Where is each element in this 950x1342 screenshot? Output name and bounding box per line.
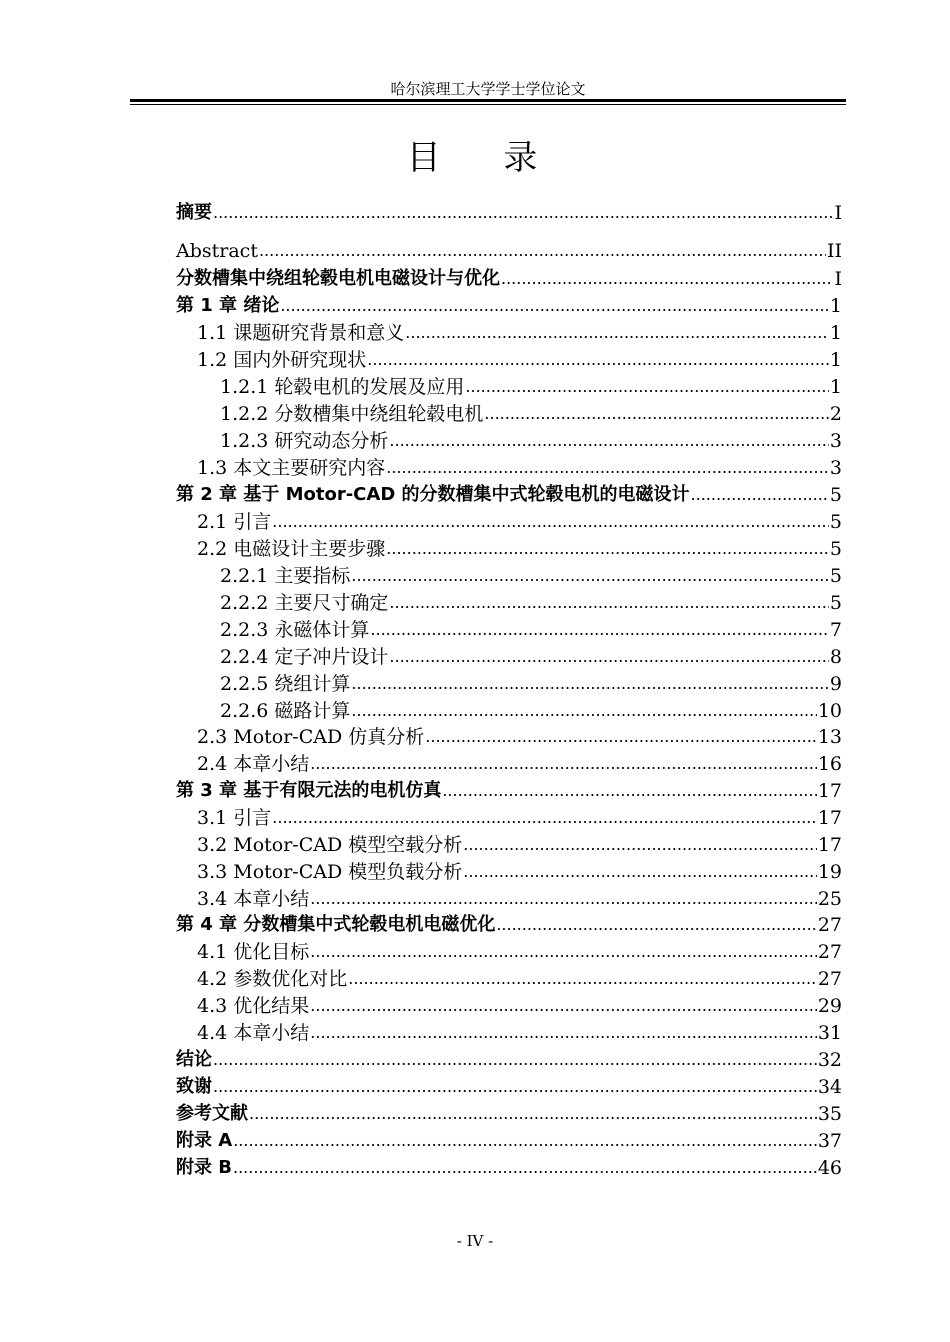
toc-entry-page: 3 <box>829 430 842 452</box>
toc-entry-page: 34 <box>817 1076 842 1098</box>
toc-entry <box>220 426 842 452</box>
toc-entry <box>197 803 842 829</box>
toc-entry <box>197 345 842 371</box>
toc-entry <box>220 642 842 668</box>
toc-entry <box>220 669 842 695</box>
toc-entry-page: 1 <box>829 376 842 398</box>
toc-entry-label: 3.1 引言 <box>197 807 272 829</box>
toc-entry-label: 附录 A <box>176 1130 233 1151</box>
toc-entry-label: 1.2 国内外研究现状 <box>197 349 367 371</box>
toc-dot-leader <box>496 914 816 936</box>
toc-entry <box>197 1018 842 1044</box>
toc-dot-leader <box>484 403 829 425</box>
toc-entry-label: 1.2.1 轮毂电机的发展及应用 <box>220 376 465 398</box>
toc-dot-leader <box>351 565 829 587</box>
toc-dot-leader <box>389 592 829 614</box>
toc-dot-leader <box>272 807 817 829</box>
toc-entry-label: 4.4 本章小结 <box>197 1022 310 1044</box>
toc-entry <box>197 884 842 910</box>
toc-entry-page: 29 <box>817 995 842 1017</box>
toc-entry-label: 1.2.2 分数槽集中绕组轮毂电机 <box>220 403 484 425</box>
toc-entry <box>197 749 842 775</box>
toc-entry-label: 2.2 电磁设计主要步骤 <box>197 538 386 560</box>
toc-entry-label: 分数槽集中绕组轮毂电机电磁设计与优化 <box>176 268 500 289</box>
toc-entry-label: 2.2.3 永磁体计算 <box>220 619 370 641</box>
toc-entry-label: 2.2.2 主要尺寸确定 <box>220 592 389 614</box>
toc-dot-leader <box>463 834 817 856</box>
toc-dot-leader <box>405 322 829 344</box>
toc-dot-leader <box>351 700 816 722</box>
toc-entry-page: 1 <box>829 295 842 317</box>
toc-entry <box>220 561 842 587</box>
toc-entry <box>220 372 842 398</box>
toc-entry-page: 13 <box>817 726 842 748</box>
toc-entry-page: 1 <box>829 322 842 344</box>
toc-entry <box>197 507 842 533</box>
toc-entry-label: 1.2.3 研究动态分析 <box>220 430 389 452</box>
toc-dot-leader <box>501 268 833 290</box>
toc-entry-label: 2.2.4 定子冲片设计 <box>220 646 389 668</box>
toc-entry-page: 17 <box>817 807 842 829</box>
toc-dot-leader <box>213 1076 817 1098</box>
toc-dot-leader <box>249 1103 817 1125</box>
toc-dot-leader <box>310 753 817 775</box>
toc-entry-page: 5 <box>829 511 842 533</box>
toc-dot-leader <box>425 726 817 748</box>
toc-entry-page: 37 <box>817 1130 842 1152</box>
toc-entry-page: 16 <box>817 753 842 775</box>
toc-entry-page: 17 <box>817 834 842 856</box>
toc-entry <box>197 318 842 344</box>
toc-dot-leader <box>370 619 829 641</box>
toc-dot-leader <box>463 861 817 883</box>
toc-dot-leader <box>310 1022 817 1044</box>
toc-entry-page: 17 <box>817 780 842 802</box>
toc-entry <box>176 264 842 290</box>
toc-dot-leader <box>348 968 817 990</box>
toc-dot-leader <box>386 457 829 479</box>
toc-entry <box>176 1153 842 1179</box>
toc-entry <box>197 937 842 963</box>
toc-dot-leader <box>259 240 826 262</box>
toc-entry-label: 2.2.5 绕组计算 <box>220 673 351 695</box>
page-title: 目 录 <box>406 138 564 178</box>
toc-entry-page: II <box>826 240 842 262</box>
toc-entry-label: 2.3 Motor-CAD 仿真分析 <box>197 726 425 748</box>
toc-dot-leader <box>310 941 817 963</box>
toc-entry <box>197 991 842 1017</box>
toc-dot-leader <box>442 780 816 802</box>
toc-entry-page: 5 <box>829 484 842 506</box>
toc-dot-leader <box>310 888 817 910</box>
toc-entry-label: 4.2 参数优化对比 <box>197 968 348 990</box>
toc-entry-label: 结论 <box>176 1049 212 1070</box>
toc-entry-page: 32 <box>817 1049 842 1071</box>
toc-dot-leader <box>465 376 829 398</box>
toc-entry-label: 参考文献 <box>176 1103 248 1124</box>
toc-entry-label: 第 4 章 分数槽集中式轮毂电机电磁优化 <box>176 914 496 935</box>
toc-entry <box>176 1072 842 1098</box>
toc-entry-label: 3.2 Motor-CAD 模型空载分析 <box>197 834 463 856</box>
toc-entry-label: 3.3 Motor-CAD 模型负载分析 <box>197 861 463 883</box>
toc-dot-leader <box>691 484 829 506</box>
toc-dot-leader <box>233 1130 817 1152</box>
toc-entry-page: 27 <box>817 914 842 936</box>
toc-entry-page: 2 <box>829 403 842 425</box>
toc-entry <box>220 696 842 722</box>
toc-entry-label: 摘要 <box>176 202 212 223</box>
toc-dot-leader <box>233 1157 817 1179</box>
toc-entry <box>197 453 842 479</box>
toc-entry-label: 第 3 章 基于有限元法的电机仿真 <box>176 780 442 801</box>
toc-entry <box>197 534 842 560</box>
toc-entry <box>176 776 842 802</box>
toc-entry <box>220 399 842 425</box>
toc-entry <box>197 830 842 856</box>
toc-entry-page: 27 <box>817 941 842 963</box>
toc-dot-leader <box>389 430 829 452</box>
toc-entry-page: 46 <box>817 1157 842 1179</box>
toc-entry-label: 3.4 本章小结 <box>197 888 310 910</box>
running-header: 哈尔滨理工大学学士学位论文 <box>390 80 586 98</box>
toc-dot-leader <box>386 538 829 560</box>
toc-entry-page: 25 <box>817 888 842 910</box>
toc-entry-page: 1 <box>829 349 842 371</box>
toc-entry-label: 致谢 <box>176 1076 212 1097</box>
toc-entry <box>220 588 842 614</box>
toc-entry-label: 第 2 章 基于 Motor-CAD 的分数槽集中式轮毂电机的电磁设计 <box>176 484 690 505</box>
toc-entry-page: 5 <box>829 592 842 614</box>
toc-entry-page: 5 <box>829 538 842 560</box>
toc-entry-page: 8 <box>829 646 842 668</box>
toc-dot-leader <box>213 202 833 224</box>
toc-entry-label: 2.2.1 主要指标 <box>220 565 351 587</box>
toc-entry <box>197 722 842 748</box>
toc-entry-label: Abstract <box>176 240 258 262</box>
toc-dot-leader <box>351 673 829 695</box>
toc-entry <box>176 198 842 224</box>
toc-entry-label: 附录 B <box>176 1157 232 1178</box>
header-rule-thin <box>130 104 846 105</box>
toc-entry-page: 27 <box>817 968 842 990</box>
toc-dot-leader <box>389 646 829 668</box>
page-number: - IV - <box>456 1232 494 1250</box>
toc-entry-page: 9 <box>829 673 842 695</box>
toc-entry <box>197 964 842 990</box>
toc-dot-leader <box>280 295 829 317</box>
toc-entry-label: 4.1 优化目标 <box>197 941 310 963</box>
toc-entry <box>176 1045 842 1071</box>
toc-entry-label: 第 1 章 绪论 <box>176 295 280 316</box>
toc-entry <box>176 1099 842 1125</box>
toc-entry-label: 4.3 优化结果 <box>197 995 310 1017</box>
toc-dot-leader <box>310 995 817 1017</box>
toc-entry-label: 1.3 本文主要研究内容 <box>197 457 386 479</box>
toc-dot-leader <box>272 511 829 533</box>
toc-entry <box>176 1126 842 1152</box>
toc-entry-page: 35 <box>817 1103 842 1125</box>
toc-entry-label: 2.2.6 磁路计算 <box>220 700 351 722</box>
toc-entry <box>197 857 842 883</box>
toc-entry-page: 10 <box>817 700 842 722</box>
toc-entry <box>176 910 842 936</box>
toc-entry <box>220 615 842 641</box>
toc-entry-page: 7 <box>829 619 842 641</box>
toc-entry <box>176 480 842 506</box>
toc-entry <box>176 291 842 317</box>
toc-entry-page: 3 <box>829 457 842 479</box>
toc-entry-label: 2.4 本章小结 <box>197 753 310 775</box>
toc-dot-leader <box>367 349 829 371</box>
toc-entry-label: 1.1 课题研究背景和意义 <box>197 322 405 344</box>
header-rule-thick <box>130 99 846 102</box>
toc-entry <box>176 236 842 262</box>
toc-entry-page: I <box>834 268 842 290</box>
toc-entry-page: 5 <box>829 565 842 587</box>
toc-entry-page: 31 <box>817 1022 842 1044</box>
toc-entry-page: 19 <box>817 861 842 883</box>
toc-entry-page: I <box>834 202 842 224</box>
toc-entry-label: 2.1 引言 <box>197 511 272 533</box>
toc-dot-leader <box>213 1049 817 1071</box>
